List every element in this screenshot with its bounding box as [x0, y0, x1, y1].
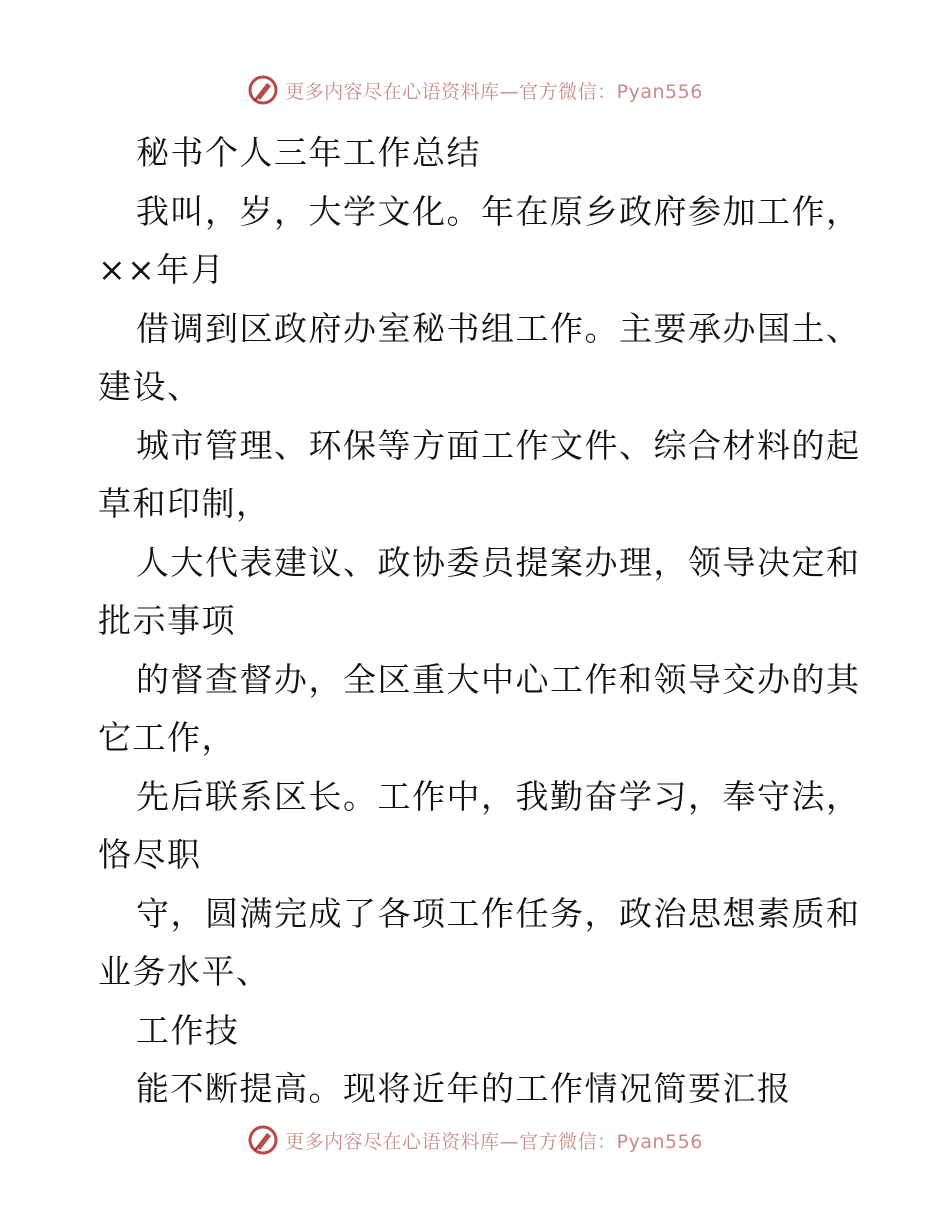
- paragraph-line: 业务水平、: [98, 952, 271, 991]
- paragraph-line: 借调到区政府办室秘书组工作。主要承办国土、: [136, 308, 861, 348]
- paragraph-line: 人大代表建议、政协委员提案办理，领导决定和: [136, 542, 861, 582]
- header-watermark: [0, 72, 950, 108]
- document-body: [98, 124, 861, 1119]
- paragraph-line: 能不断提高。现将近年的工作情况简要汇报: [136, 1069, 792, 1108]
- paragraph-line: 先后联系区长。工作中，我勤奋学习，奉守法，: [136, 776, 861, 816]
- watermark-text: 更多内容尽在心语资料库—官方微信：Pyan556: [285, 80, 703, 103]
- paragraph-line: 草和印制，: [98, 484, 271, 523]
- paragraph-line: ××年月: [98, 250, 226, 289]
- pen-logo-icon: [247, 74, 279, 106]
- paragraph-line: 建设、: [98, 367, 202, 406]
- pen-logo-icon: [247, 1124, 279, 1156]
- watermark-text: 更多内容尽在心语资料库—官方微信：Pyan556: [285, 1130, 703, 1153]
- document-title: 秘书个人三年工作总结: [136, 133, 481, 172]
- paragraph-line: 守，圆满完成了各项工作任务，政治思想素质和: [136, 893, 861, 933]
- paragraph-line: 它工作，: [98, 718, 236, 757]
- paragraph-line: 我叫，岁，大学文化。年在原乡政府参加工作，: [136, 191, 861, 231]
- paragraph-line: 恪尽职: [98, 835, 202, 874]
- paragraph-line: 工作技: [136, 1010, 240, 1050]
- paragraph-line: 批示事项: [98, 601, 236, 640]
- footer-watermark: [0, 1122, 950, 1158]
- paragraph-line: 城市管理、环保等方面工作文件、综合材料的起: [136, 425, 861, 465]
- paragraph-line: 的督查督办，全区重大中心工作和领导交办的其: [136, 659, 861, 699]
